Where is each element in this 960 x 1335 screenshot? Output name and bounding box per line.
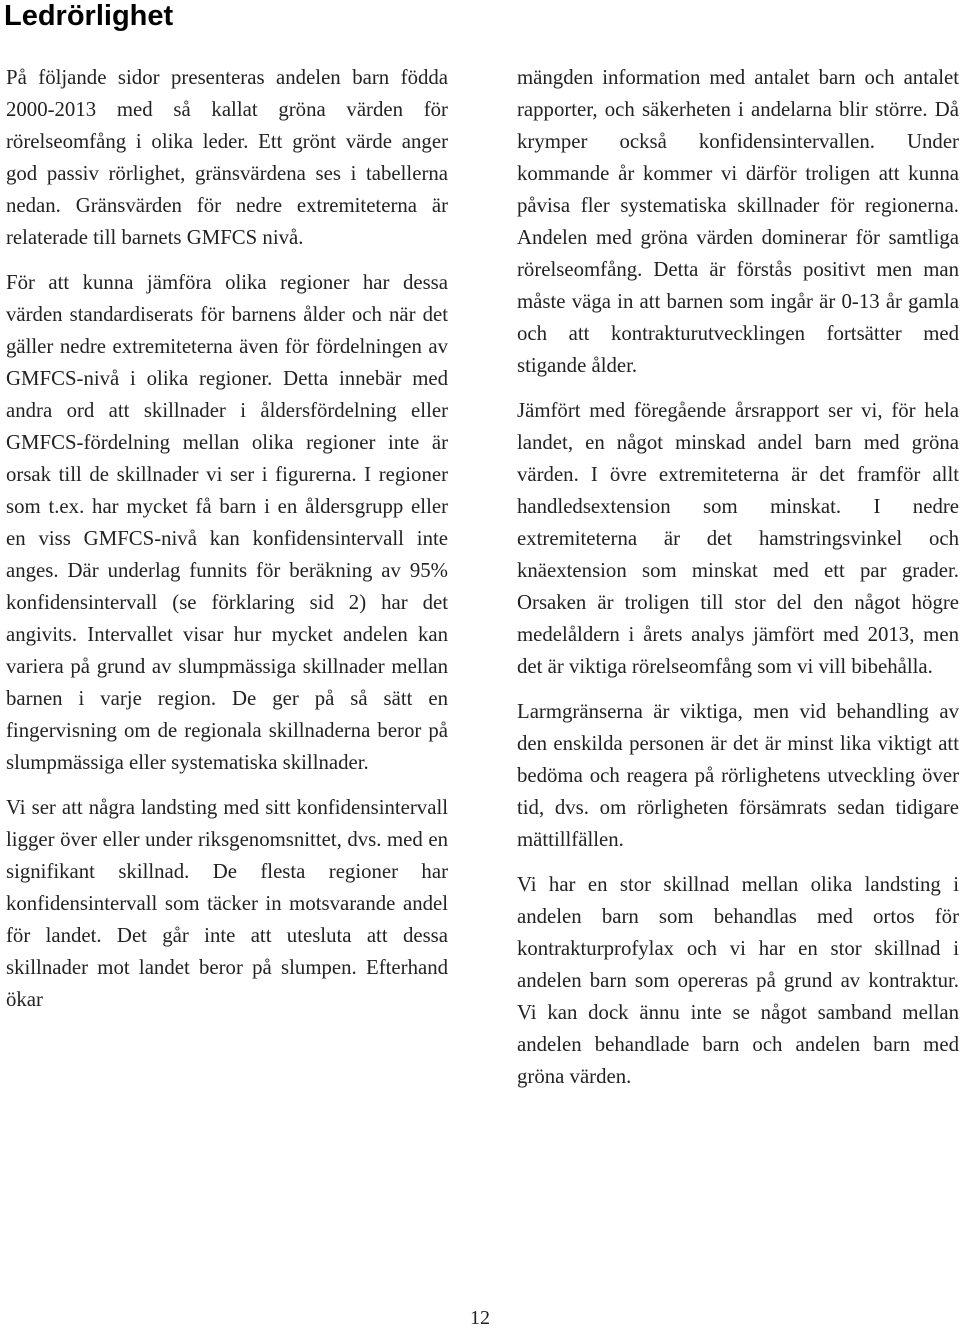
page-title: Ledrörlighet (4, 0, 174, 32)
paragraph-information-growth: mängden information med antalet barn och antalet rapporter, och säkerheten i andelarna blir större. Då krymper också konfidensintervallen. Under kommande år kommer vi därför troligen att kunna påvisa fler systematiska skillnader för regionerna. Andelen med gröna värden dominerar för samtliga rörelseomfång. Detta är förstås positivt men man måste väga in att barnen som ingår är 0-13 år gamla och att kontrakturutvecklingen fortsätter med stigande ålder. (517, 66, 959, 377)
paragraph-regional-differences: Vi har en stor skillnad mellan olika landsting i andelen barn som behandlas med ortos för kontrakturprofylax och vi har en stor skillnad i andelen barn som opereras på grund av kontraktur. Vi kan dock ännu inte se något samband mellan andelen behandlade barn och andelen barn med gröna värden. (517, 873, 959, 1088)
right-text-column (517, 62, 959, 1106)
left-text-column (6, 62, 448, 1029)
paragraph-alarm-limits: Larmgränserna är viktiga, men vid behandling av den enskilda personen är det är minst lika viktigt att bedöma och reagera på rörlighetens utveckling över tid, dvs. om rörligheten försämrats sedan tidigare mättillfällen. (517, 700, 959, 851)
page-number: 12 (470, 1307, 490, 1329)
paragraph-standardization: För att kunna jämföra olika regioner har dessa värden standardiserats för barnens ålder och när det gäller nedre extremiteterna även för fördelningen av GMFCS-nivå i olika regioner. Detta innebär med andra ord att skillnader i åldersfördelning eller GMFCS-fördelning mellan olika regioner inte är orsak till de skillnader vi ser i figurerna. I regioner som t.ex. har mycket få barn i en åldersgrupp eller en viss GMFCS-nivå kan konfidensintervall inte anges. Där underlag funnits för beräkning av 95% konfidensintervall (se förklaring sid 2) har det angivits. Intervallet visar hur mycket andelen kan variera på grund av slumpmässiga skillnader mellan barnen i varje region. De ger på så sätt en fingervisning om de regionala skillnaderna beror på slumpmässiga eller systematiska skillnader. (6, 271, 448, 774)
paragraph-intro: På följande sidor presenteras andelen barn födda 2000-2013 med så kallat gröna värden för rörelseomfång i olika leder. Ett grönt värde anger god passiv rörlighet, gränsvärdena ses i tabellerna nedan. Gränsvärden för nedre extremiteterna är relaterade till barnets GMFCS nivå. (6, 66, 448, 249)
paragraph-comparison-previous-year: Jämfört med föregående årsrapport ser vi, för hela landet, en något minskad andel barn med gröna värden. I övre extremiteterna är det framför allt handledsextension som minskat. I nedre extremiteterna är det hamstringsvinkel och knäextension som minskat med ett par grader. Orsaken är troligen till stor del den något högre medelåldern i årets analys jämfört med 2013, men det är viktiga rörelseomfång som vi vill bibehålla. (517, 399, 959, 678)
paragraph-confidence-intervals: Vi ser att några landsting med sitt konfidensintervall ligger över eller under riksgenomsnittet, dvs. med en signifikant skillnad. De flesta regioner har konfidensintervall som täcker in motsvarande andel för landet. Det går inte att utesluta att dessa skillnader mot landet beror på slumpen. Efterhand ökar (6, 796, 448, 1011)
